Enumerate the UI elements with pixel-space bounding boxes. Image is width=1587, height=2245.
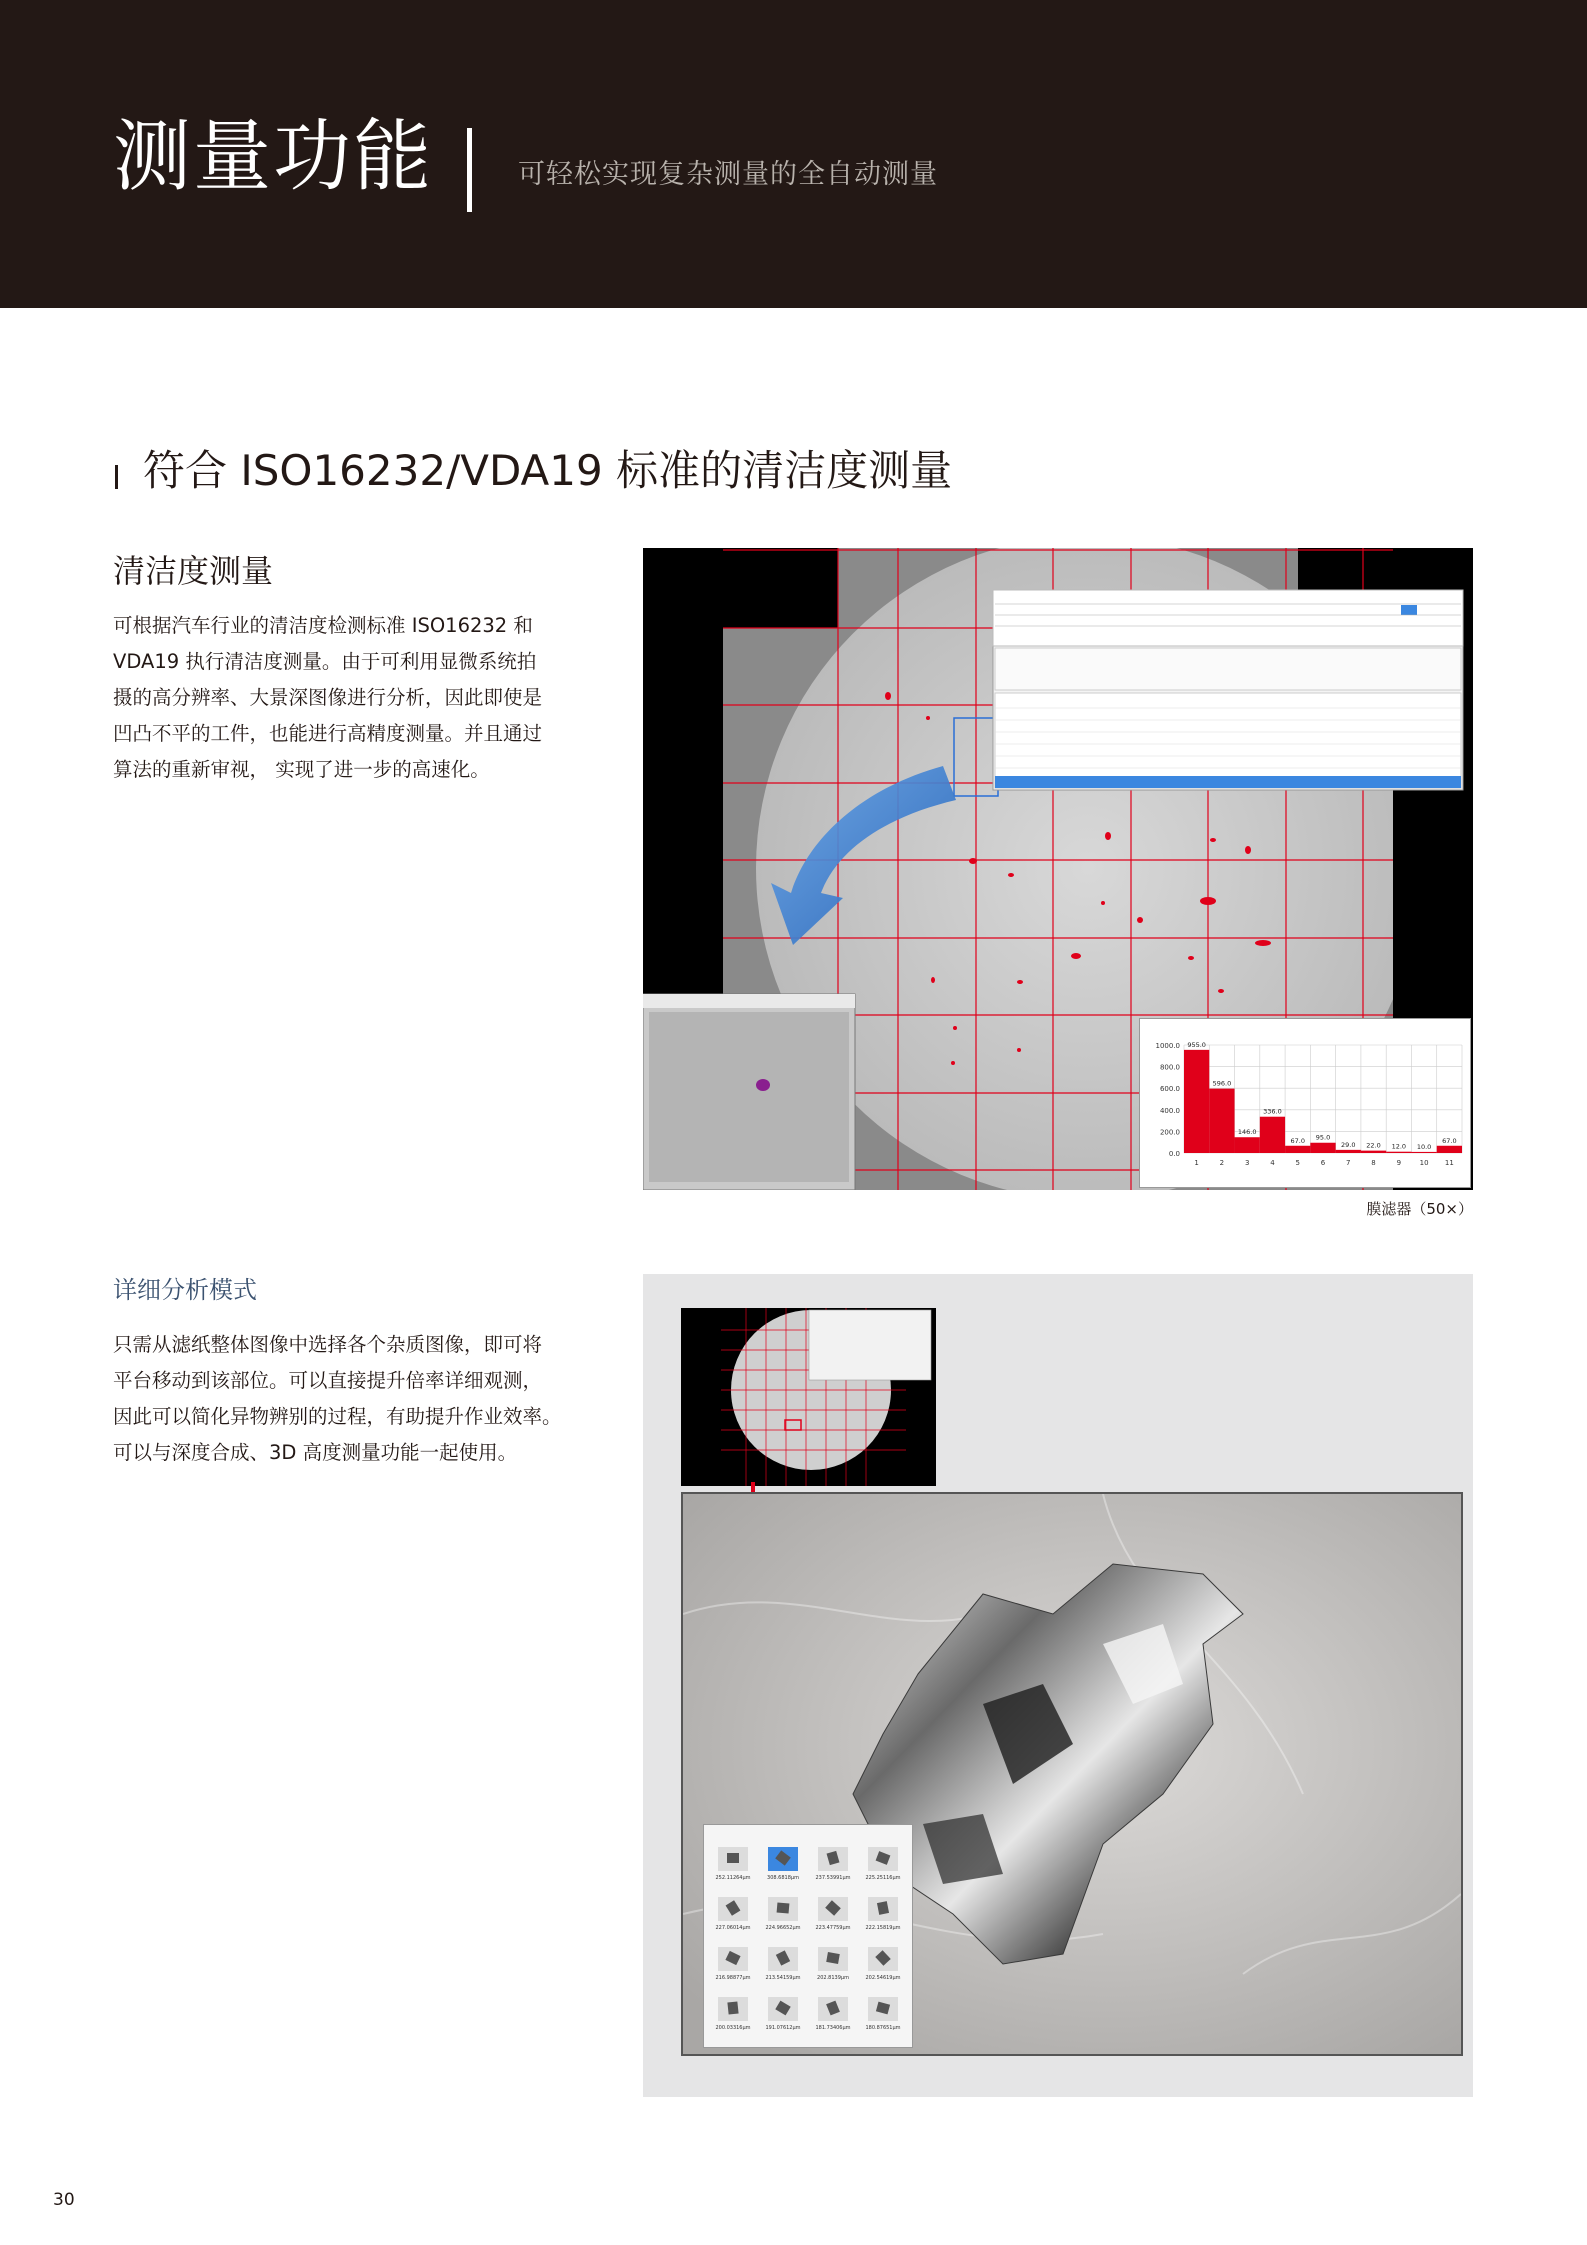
cleanliness-heading: 清洁度测量 <box>113 552 274 590</box>
particle-size-label: 202.8139μm <box>817 1975 849 1981</box>
particle-thumbnail[interactable] <box>808 1943 858 1993</box>
particle-thumbnail-image <box>768 1847 798 1871</box>
particle-thumbnail-image <box>768 1897 798 1921</box>
body-line: VDA19 执行清洁度测量。由于可利用显微系统拍 <box>113 650 537 673</box>
particle-thumbnail[interactable] <box>858 1893 908 1943</box>
x-tick-label: 11 <box>1444 1159 1454 1167</box>
histogram-bar <box>1386 1152 1411 1153</box>
particle-thumbnail[interactable] <box>858 1843 908 1893</box>
x-tick-label: 8 <box>1371 1159 1376 1167</box>
particle-shape-icon <box>776 1950 790 1965</box>
particle-shape-icon <box>876 2002 890 2015</box>
particle-thumbnail[interactable] <box>758 1893 808 1943</box>
particle-size-label: 252.11264μm <box>715 1875 751 1881</box>
particle-thumbnail-image <box>818 1947 848 1971</box>
particle-thumbnail[interactable] <box>858 1993 908 2043</box>
particle-size-label: 200.03316μm <box>715 2025 751 2031</box>
particle-size-label: 181.73406μm <box>815 2025 851 2031</box>
particle-thumbnail[interactable] <box>858 1943 908 1993</box>
particle-size-label: 308.6818μm <box>767 1875 799 1881</box>
result-table-window <box>993 590 1463 790</box>
y-tick-label: 1000.0 <box>1155 1042 1180 1050</box>
header-divider <box>467 128 472 212</box>
particle-shape-icon <box>775 2001 790 2016</box>
particle-thumbnail-image <box>718 1897 748 1921</box>
filter-overview <box>681 1308 936 1486</box>
filter-overview-svg <box>681 1308 936 1486</box>
particle-shape-icon <box>827 1851 840 1865</box>
particle-thumbnail-image <box>868 1997 898 2021</box>
particle-thumbnail-image <box>718 1847 748 1871</box>
header-subtitle: 可轻松实现复杂测量的全自动测量 <box>518 159 938 190</box>
particle-thumbnail[interactable] <box>708 1843 758 1893</box>
detail-heading: 详细分析模式 <box>113 1276 257 1304</box>
x-tick-label: 2 <box>1219 1159 1225 1167</box>
body-line: 因此可以简化异物辨别的过程，有助提升作业效率。 <box>113 1405 562 1428</box>
particle-shape-icon <box>825 1900 841 1915</box>
particle-closeup <box>681 1492 1463 2056</box>
body-line: 凹凸不平的工件，也能进行高精度测量。并且通过 <box>113 722 543 745</box>
histogram-window <box>1139 1018 1471 1188</box>
particle-thumbnail-image <box>868 1947 898 1971</box>
histogram-bar <box>1336 1150 1361 1153</box>
particle-thumbnail-image <box>868 1897 898 1921</box>
particle-shape-icon <box>775 1850 791 1865</box>
bar-value-label: 67.0 <box>1290 1136 1305 1145</box>
particle-size-label: 224.96652μm <box>765 1925 801 1931</box>
particle-thumbnail-image <box>818 1997 848 2021</box>
bar-value-label: 22.0 <box>1366 1141 1381 1150</box>
detail-analysis-figure <box>643 1274 1473 2097</box>
bar-value-label: 10.0 <box>1416 1142 1432 1151</box>
bar-value-label: 95.0 <box>1315 1133 1331 1142</box>
histogram-chart <box>1140 1019 1470 1187</box>
particle-thumbnail[interactable] <box>708 1993 758 2043</box>
particle-thumbnail-image <box>768 1947 798 1971</box>
particle-size-label: 222.15819μm <box>865 1925 901 1931</box>
y-tick-label: 600.0 <box>1159 1085 1180 1094</box>
bar-value-label: 29.0 <box>1341 1140 1356 1149</box>
particle-size-label: 227.06014μm <box>715 1925 751 1931</box>
particle-size-label: 202.54619μm <box>865 1975 901 1981</box>
histogram-bar <box>1361 1151 1386 1153</box>
particle-size-label: 223.47759μm <box>815 1925 851 1931</box>
thumbnail-gallery <box>703 1824 913 2048</box>
particle-thumbnail-image <box>718 1947 748 1971</box>
y-tick-label: 800.0 <box>1159 1063 1180 1072</box>
body-line: 摄的高分辨率、大景深图像进行分析，因此即使是 <box>113 686 543 709</box>
histogram-bar <box>1437 1146 1462 1153</box>
particle-size-label: 191.07612μm <box>765 2025 801 2031</box>
bar-value-label: 12.0 <box>1391 1142 1407 1151</box>
particle-shape-icon <box>826 1952 840 1964</box>
detail-body <box>113 1327 583 1471</box>
particle-thumbnail-image <box>718 1997 748 2021</box>
particle-thumbnail-image <box>818 1847 848 1871</box>
header-title: 测量功能 <box>113 112 434 202</box>
histogram-bar <box>1411 1152 1436 1153</box>
body-line: 可根据汽车行业的清洁度检测标准 ISO16232 和 <box>113 614 533 637</box>
particle-thumbnail-image <box>818 1897 848 1921</box>
section-marker <box>115 465 118 489</box>
bar-value-label: 67.0 <box>1442 1136 1457 1145</box>
y-tick-label: 0.0 <box>1168 1150 1180 1158</box>
particle-thumbnail[interactable] <box>708 1943 758 1993</box>
histogram-bar <box>1235 1137 1260 1153</box>
particle-shape-icon <box>826 2001 840 2016</box>
particle-shape-icon <box>877 1901 889 1915</box>
histogram-bar <box>1260 1117 1285 1153</box>
particle-thumbnail[interactable] <box>758 1993 808 2043</box>
section-title: 符合 ISO16232/VDA19 标准的清洁度测量 <box>143 446 953 495</box>
particle-size-label: 216.98877μm <box>715 1975 751 1981</box>
x-tick-label: 9 <box>1396 1159 1402 1167</box>
bar-value-label: 146.0 <box>1237 1128 1257 1137</box>
body-line: 平台移动到该部位。可以直接提升倍率详细观测， <box>113 1369 543 1392</box>
x-tick-label: 10 <box>1419 1159 1429 1167</box>
page-number: 30 <box>53 2190 75 2210</box>
y-tick-label: 400.0 <box>1159 1106 1180 1115</box>
histogram-bar <box>1184 1050 1209 1153</box>
thumbnail-grid <box>708 1843 908 2043</box>
x-tick-label: 6 <box>1320 1159 1326 1167</box>
particle-shape-icon <box>727 1853 739 1863</box>
x-tick-label: 5 <box>1295 1159 1300 1167</box>
histogram-bar <box>1310 1143 1335 1153</box>
particle-thumbnail[interactable] <box>758 1843 808 1893</box>
particle-size-label: 225.25116μm <box>865 1875 901 1881</box>
cleanliness-body <box>113 608 583 788</box>
particle-thumbnail-image <box>768 1997 798 2021</box>
particle-size-label: 237.53991μm <box>815 1875 851 1881</box>
particle-thumbnail-image <box>868 1847 898 1871</box>
x-tick-label: 4 <box>1270 1159 1275 1167</box>
figure-caption: 膜滤器（50×） <box>1366 1200 1473 1218</box>
particle-shape-icon <box>725 1951 740 1965</box>
particle-size-label: 180.87651μm <box>865 2025 901 2031</box>
histogram-bar <box>1285 1146 1310 1153</box>
particle-thumbnail[interactable] <box>808 1843 858 1893</box>
bar-value-label: 596.0 <box>1212 1079 1232 1088</box>
membrane-filter-figure <box>643 548 1473 1190</box>
bar-value-label: 955.0 <box>1187 1040 1206 1049</box>
particle-thumbnail[interactable] <box>808 1893 858 1943</box>
y-tick-label: 200.0 <box>1159 1128 1180 1137</box>
particle-shape-icon <box>727 2002 738 2015</box>
x-tick-label: 1 <box>1194 1159 1199 1167</box>
particle-shape-icon <box>777 1902 790 1913</box>
particle-shape-icon <box>876 1851 891 1865</box>
particle-shape-icon <box>726 1900 741 1915</box>
particle-shape-icon <box>875 1950 890 1966</box>
bar-value-label: 336.0 <box>1263 1107 1282 1116</box>
particle-thumbnail[interactable] <box>758 1943 808 1993</box>
particle-thumbnail[interactable] <box>708 1893 758 1943</box>
body-line: 算法的重新审视， 实现了进一步的高速化。 <box>113 758 490 781</box>
histogram-bar <box>1209 1089 1234 1153</box>
particle-viewer-window <box>643 994 855 1190</box>
body-line: 只需从滤纸整体图像中选择各个杂质图像，即可将 <box>113 1333 543 1356</box>
particle-thumbnail[interactable] <box>808 1993 858 2043</box>
x-tick-label: 3 <box>1244 1159 1250 1167</box>
body-line: 可以与深度合成、3D 高度测量功能一起使用。 <box>113 1441 518 1464</box>
x-tick-label: 7 <box>1346 1159 1351 1167</box>
page-header <box>0 0 1587 308</box>
particle-size-label: 213.54159μm <box>765 1975 801 1981</box>
